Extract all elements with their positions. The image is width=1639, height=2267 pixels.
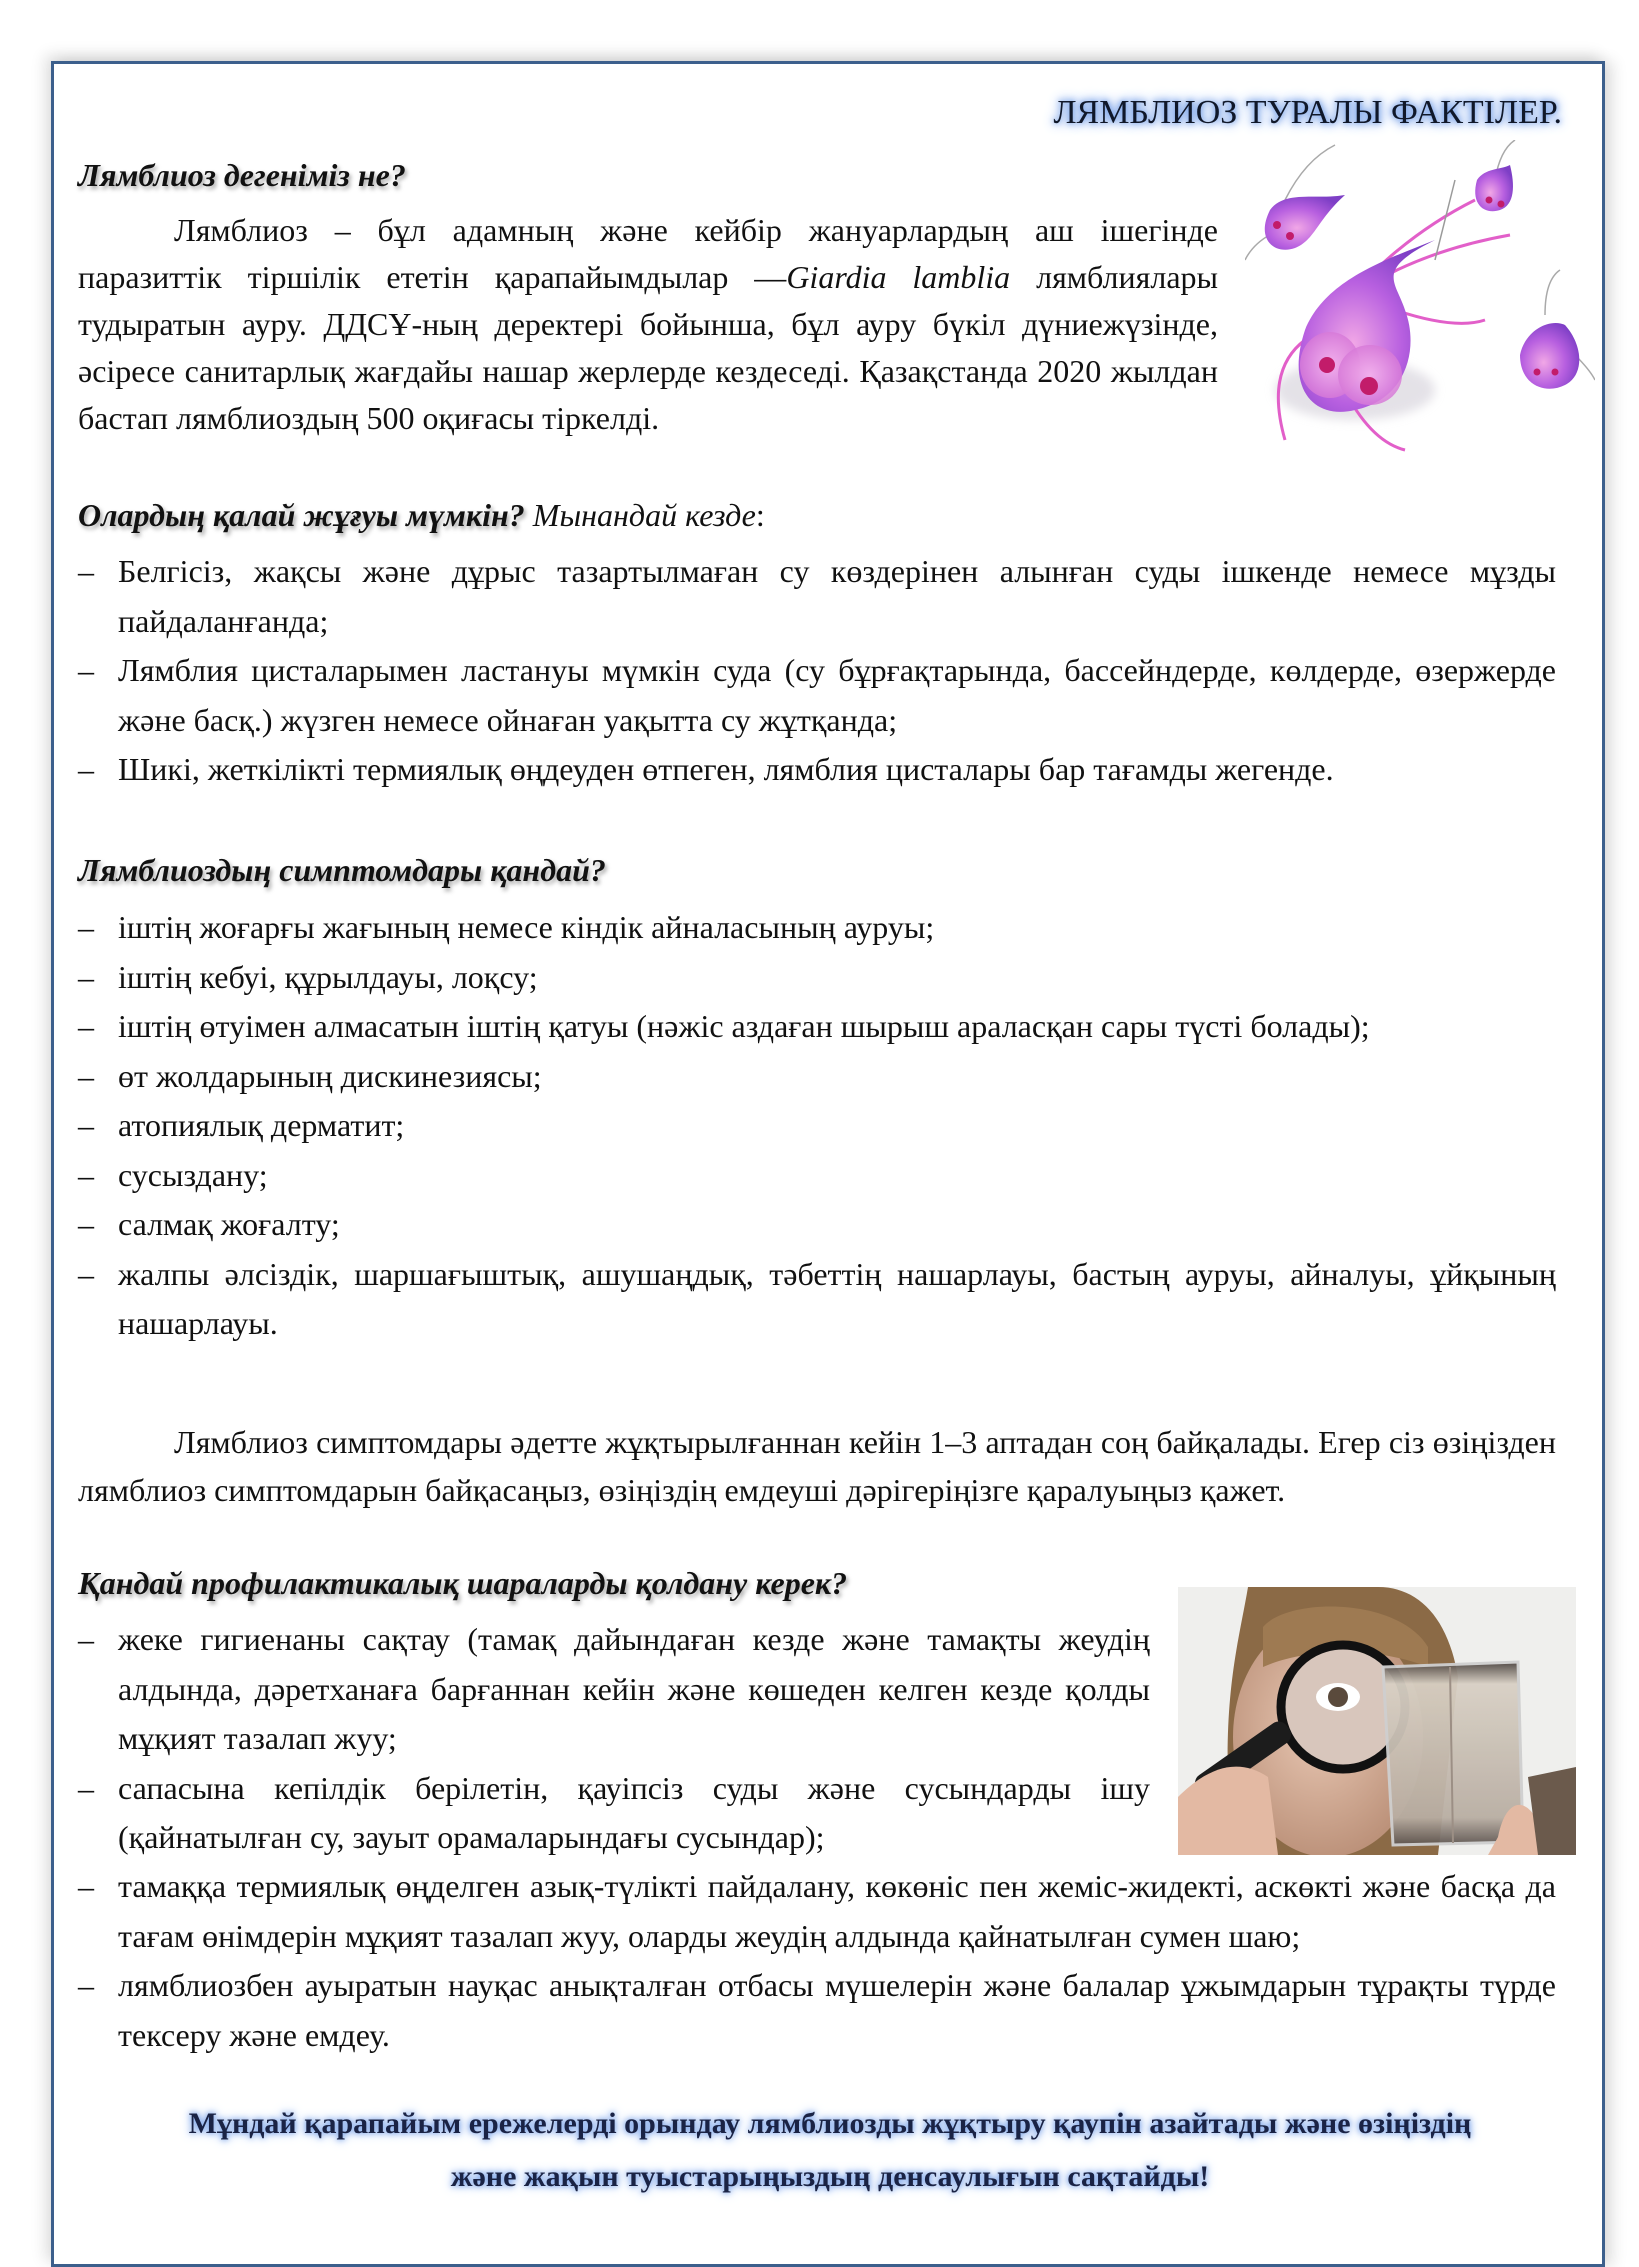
list-item [78, 953, 1556, 1003]
bullet-dash: – [78, 1206, 94, 1242]
intro-text-part2: лямблиялары тудыратын ауру. ДДСҰ-ның деректері бойынша, бұл ауру бүкіл дүниежүзінде, әсіресе санитарлық жағдайы нашар жерлерде кездеседі. Қазақстанда 2020 жылдан бастап лямблиоздың 500 оқиғасы тіркелді. [78, 259, 1219, 436]
prevention-list-wide [78, 1862, 1556, 2060]
list-item [78, 1200, 1556, 1250]
transmission-heading-suffix: Мынандай кезде [524, 497, 756, 533]
bullet-dash: – [78, 652, 94, 688]
giardia-small [1520, 270, 1595, 389]
list-item-text: іштің кебуі, құрылдауы, лоқсу; [118, 958, 538, 995]
list-item-text: іштің жоғарғы жағының немесе кіндік айналасының ауруы; [118, 909, 935, 945]
bullet-dash: – [78, 958, 94, 995]
intro-text-part1: Лямблиоз – бұл адамның және кейбір жануарлардың аш ішегінде паразиттік тіршілік ететін қарапайымдылар — [78, 212, 1218, 295]
prevention-list-narrow [78, 1615, 1150, 1863]
bullet-dash: – [78, 909, 94, 945]
bullet-dash: – [78, 1621, 94, 1657]
bullet-dash: – [78, 1769, 94, 1806]
symptoms-note-paragraph: Лямблиоз симптомдары әдетте жұқтырылғаннан кейін 1–3 аптадан соң байқалады. Егер сіз өзіңізден лямблиоз симптомдарын байқасаңыз, өзіңіздің емдеуші дәрігеріңізге қаралуыңыз қажет. [78, 1424, 1556, 1508]
list-item [78, 1151, 1556, 1201]
bullet-dash: – [78, 1057, 94, 1094]
closing-line-1: Мұндай қарапайым ережелерді орындау лямблиозды жұқтыру қаупін азайтады және өзіңіздің [188, 2107, 1472, 2140]
giardia-small [1245, 145, 1345, 260]
list-item-text: жеке гигиенаны сақтау (тамақ дайындаған кезде және тамақты жеудің алдында, дәретханаға барғаннан кейін және көшеден келген кезде қолды мұқият тазалап жуу; [118, 1621, 1150, 1756]
list-item [78, 745, 1556, 795]
woman-with-magnifier-image [1178, 1587, 1576, 1855]
bullet-dash: – [78, 553, 94, 589]
list-item-text: Белгісіз, жақсы және дұрыс тазартылмаған су көздерінен алынған суды ішкенде немесе мұзды пайдаланғанда; [118, 553, 1556, 639]
intro-text-species: Giardia lamblia [786, 259, 1011, 295]
list-item-text: атопиялық дерматит; [118, 1107, 405, 1143]
bullet-dash: – [78, 1156, 94, 1193]
transmission-heading-text: Олардың қалай жұғуы мүмкін? [78, 497, 525, 533]
transmission-heading-colon: : [755, 497, 765, 533]
transmission-list [78, 547, 1556, 795]
giardia-small [1475, 140, 1515, 211]
section-heading-prevention: Қандай профилактикалық шараларды қолдану керек? [78, 1565, 848, 1601]
bullet-dash: – [78, 1008, 94, 1044]
section-heading-symptoms: Лямблиоздың симптомдары қандай? [78, 852, 606, 888]
list-item-text: салмақ жоғалту; [118, 1206, 340, 1242]
page-title: ЛЯМБЛИОЗ ТУРАЛЫ ФАКТІЛЕР. [1053, 94, 1562, 131]
list-item-text: Шикі, жеткілікті термиялық өңдеуден өтпеген, лямблия цисталары бар тағамды жегенде. [118, 751, 1334, 787]
list-item-text: іштің өтуімен алмасатын іштің қатуы (нәжіс аздаған шырыш араласқан сары түсті болады); [118, 1008, 1370, 1044]
list-item [78, 1052, 1556, 1102]
list-item [78, 1615, 1150, 1764]
magnifier-water-photo [1178, 1587, 1576, 1855]
list-item [78, 1250, 1556, 1349]
bullet-dash: – [78, 1255, 94, 1292]
list-item-text: жалпы әлсіздік, шаршағыштық, ашушаңдық, тәбеттің нашарлауы, бастың ауруы, айналуы, ұйқының нашарлауы. [118, 1255, 1556, 1341]
bullet-dash: – [78, 751, 94, 787]
section-heading-what-is: Лямблиоз дегеніміз не? [78, 157, 406, 193]
list-item-text: тамаққа термиялық өңделген азық-түлікті пайдалану, көкөніс пен жеміс-жидекті, аскөкті және басқа да тағам өнімдерін мұқият тазалап жуу, оларды жеудің алдында қайнатылған сумен шаю; [118, 1868, 1556, 1954]
list-item [78, 646, 1556, 745]
list-item-text: лямблиозбен ауыратын науқас анықталған отбасы мүшелерін және балалар ұжымдарын тұрақты түрде тексеру және емдеу. [118, 1967, 1556, 2053]
bullet-dash: – [78, 1107, 94, 1143]
list-item [78, 1862, 1556, 1961]
list-item-text: сапасына кепілдік берілетін, қауіпсіз суды және сусындарды ішу (қайнатылған су, зауыт орамаларындағы сусындар); [118, 1769, 1150, 1855]
list-item [78, 1961, 1556, 2060]
list-item-text: өт жолдарының дискинезиясы; [118, 1057, 542, 1094]
list-item [78, 547, 1556, 646]
bullet-dash: – [78, 1967, 94, 2003]
list-item [78, 903, 1556, 953]
list-item-text: Лямблия цисталарымен ластануы мүмкін суда (су бұрғақтарында, бассейндерде, көлдерде, өзержерде және басқ.) жүзген немесе ойнаған уақытта су жұтқанда; [118, 652, 1556, 738]
section-heading-transmission [78, 497, 765, 534]
symptoms-list [78, 903, 1556, 1349]
intro-paragraph [78, 207, 1218, 442]
closing-line-2: және жақын туыстарыңыздың денсаулығын сақтайды! [450, 2160, 1210, 2193]
giardia-illustration [1245, 140, 1595, 460]
list-item [78, 1764, 1150, 1863]
list-item-text: сусыздану; [118, 1156, 268, 1193]
list-item [78, 1101, 1556, 1151]
bullet-dash: – [78, 1868, 94, 1904]
list-item [78, 1002, 1556, 1052]
